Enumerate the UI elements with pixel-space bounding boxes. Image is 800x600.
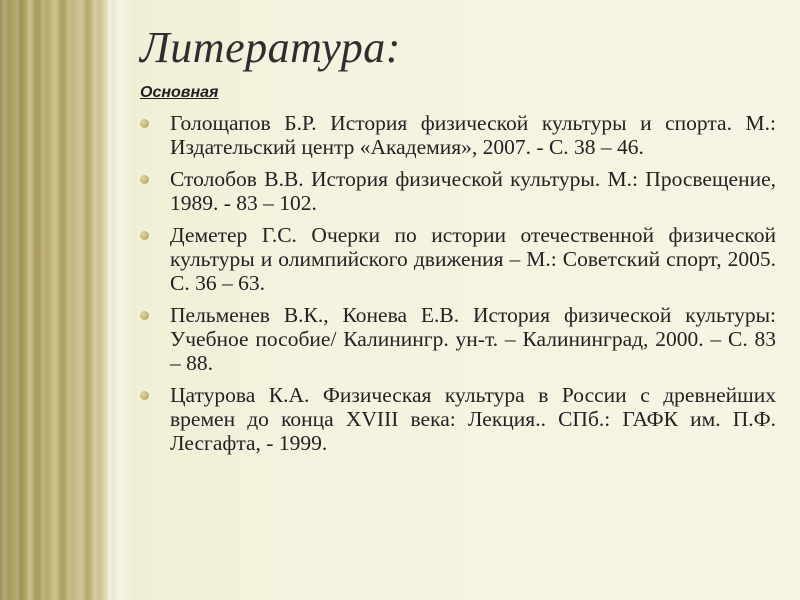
reference-item (136, 111, 776, 159)
curtain-edge-highlight (108, 0, 134, 600)
bullet-icon (140, 311, 149, 320)
reference-item (136, 167, 776, 215)
reference-item (136, 303, 776, 375)
reference-text: Столобов В.В. История физической культуры. М.: Просвещение, 1989. - 83 – 102. (170, 167, 776, 215)
reference-item (136, 383, 776, 455)
reference-text: Пельменев В.К., Конева Е.В. История физической культуры: Учебное пособие/ Калинингр. ун-т. – Калининград, 2000. – С. 83 – 88. (170, 303, 776, 375)
reference-text: Деметер Г.С. Очерки по истории отечественной физической культуры и олимпийского движения – М.: Советский спорт, 2005. С. 36 – 63. (170, 223, 776, 295)
bullet-icon (140, 231, 149, 240)
bullet-icon (140, 391, 149, 400)
bullet-icon (140, 175, 149, 184)
bullet-icon (140, 119, 149, 128)
reference-item (136, 223, 776, 295)
reference-text: Голощапов Б.Р. История физической культуры и спорта. М.: Издательский центр «Академия», 2007. - С. 38 – 46. (170, 111, 776, 159)
section-subtitle: Основная (140, 84, 219, 101)
slide-title: Литература: (140, 23, 401, 72)
curtain-decoration (0, 0, 118, 600)
reference-text: Цатурова К.А. Физическая культура в России с древнейших времен до конца XVIII века: Лекция.. СПб.: ГАФК им. П.Ф. Лесгафта, - 1999. (170, 383, 776, 455)
reference-list (136, 111, 776, 463)
